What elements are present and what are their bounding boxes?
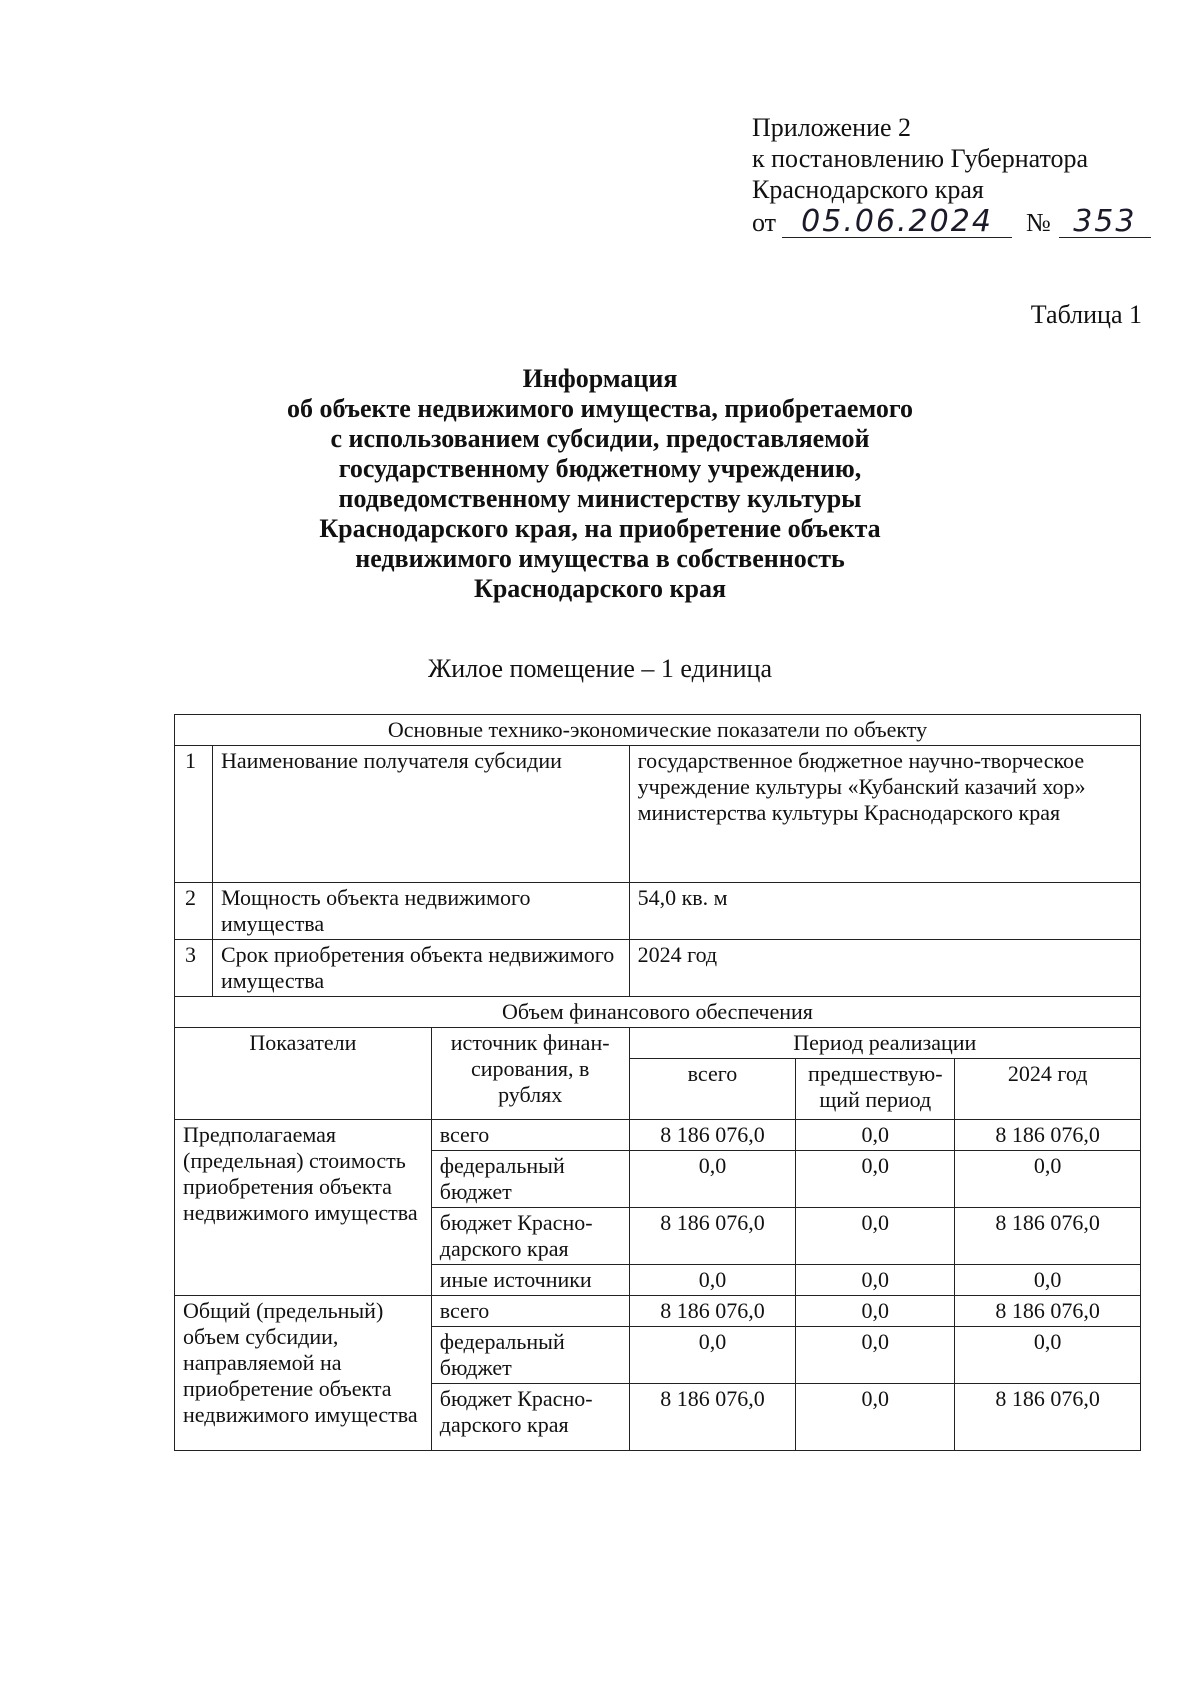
year-cell: 0,0	[955, 1327, 1141, 1384]
title-line: с использованием субсидии, предоставляемой	[330, 424, 870, 453]
group-label: Общий (предельный) объем субсидии, направляемой на приобретение объекта недвижимого имущества	[175, 1296, 432, 1451]
year-cell: 8 186 076,0	[955, 1208, 1141, 1265]
table-row	[175, 1120, 1141, 1151]
document-title	[170, 364, 1030, 604]
prev-cell: 0,0	[796, 1296, 955, 1327]
col-period: Период реализации	[629, 1028, 1140, 1059]
title-line: об объекте недвижимого имущества, приобретаемого	[287, 394, 913, 423]
row-name: Срок приобретения объекта недвижимого имущества	[212, 940, 629, 997]
prev-cell: 0,0	[796, 1208, 955, 1265]
appendix-block	[752, 112, 1151, 238]
col-indicators: Показатели	[175, 1028, 432, 1120]
group-label: Предполагаемая (предельная) стоимость приобретения объекта недвижимого имущества	[175, 1120, 432, 1296]
title-line: Краснодарского края	[473, 574, 727, 603]
total-cell: 8 186 076,0	[629, 1120, 796, 1151]
table-row	[175, 940, 1141, 997]
handwritten-number: 353	[1059, 207, 1151, 238]
col-source: источник финан-сирования, в рублях	[431, 1028, 629, 1120]
row-value: 2024 год	[629, 940, 1140, 997]
info-table	[174, 714, 1141, 1451]
document-subtitle: Жилое помещение – 1 единица	[427, 654, 772, 683]
number-label: №	[1026, 208, 1051, 237]
source-cell: всего	[431, 1120, 629, 1151]
row-name: Мощность объекта недвижимого имущества	[212, 883, 629, 940]
prev-cell: 0,0	[796, 1384, 955, 1451]
prev-cell: 0,0	[796, 1120, 955, 1151]
title-line: государственному бюджетному учреждению,	[338, 454, 862, 483]
row-number: 3	[175, 940, 213, 997]
section-header: Объем финансового обеспечения	[175, 997, 1141, 1028]
col-total: всего	[629, 1059, 796, 1120]
year-cell: 8 186 076,0	[955, 1120, 1141, 1151]
table-label: Таблица 1	[1030, 300, 1142, 329]
finance-header-row	[175, 1028, 1141, 1059]
title-line: недвижимого имущества в собственность	[355, 544, 845, 573]
total-cell: 8 186 076,0	[629, 1296, 796, 1327]
year-cell: 8 186 076,0	[955, 1296, 1141, 1327]
source-cell: федеральный бюджет	[431, 1327, 629, 1384]
col-year: 2024 год	[955, 1059, 1141, 1120]
prev-cell: 0,0	[796, 1265, 955, 1296]
appendix-line: к постановлению Губернатора	[752, 144, 1089, 173]
row-number: 2	[175, 883, 213, 940]
appendix-line: Краснодарского края	[752, 175, 984, 204]
table-row	[175, 883, 1141, 940]
row-name: Наименование получателя субсидии	[212, 746, 629, 883]
prev-cell: 0,0	[796, 1151, 955, 1208]
total-cell: 0,0	[629, 1327, 796, 1384]
row-value: 54,0 кв. м	[629, 883, 1140, 940]
section-header-row	[175, 715, 1141, 746]
section-header-row	[175, 997, 1141, 1028]
title-line: Краснодарского края, на приобретение объекта	[319, 514, 881, 543]
title-line: Информация	[522, 364, 678, 393]
col-prev: предшествую-щий период	[796, 1059, 955, 1120]
title-line: подведомственному министерству культуры	[338, 484, 862, 513]
appendix-date-line	[752, 204, 1151, 239]
table-row	[175, 746, 1141, 883]
year-cell: 0,0	[955, 1265, 1141, 1296]
year-cell: 8 186 076,0	[955, 1384, 1141, 1451]
row-value: государственное бюджетное научно-творческое учреждение культуры «Кубанский казачий хор» министерства культуры Краснодарского края	[629, 746, 1140, 883]
handwritten-date: 05.06.2024	[782, 207, 1012, 238]
year-cell: 0,0	[955, 1151, 1141, 1208]
prev-cell: 0,0	[796, 1327, 955, 1384]
source-cell: бюджет Красно-дарского края	[431, 1384, 629, 1451]
source-cell: всего	[431, 1296, 629, 1327]
section-header: Основные технико-экономические показатели по объекту	[175, 715, 1141, 746]
source-cell: иные источники	[431, 1265, 629, 1296]
table-row	[175, 1296, 1141, 1327]
source-cell: бюджет Красно-дарского края	[431, 1208, 629, 1265]
from-label: от	[752, 208, 777, 237]
row-number: 1	[175, 746, 213, 883]
source-cell: федеральный бюджет	[431, 1151, 629, 1208]
total-cell: 0,0	[629, 1151, 796, 1208]
total-cell: 8 186 076,0	[629, 1384, 796, 1451]
total-cell: 0,0	[629, 1265, 796, 1296]
total-cell: 8 186 076,0	[629, 1208, 796, 1265]
appendix-line: Приложение 2	[752, 113, 912, 142]
